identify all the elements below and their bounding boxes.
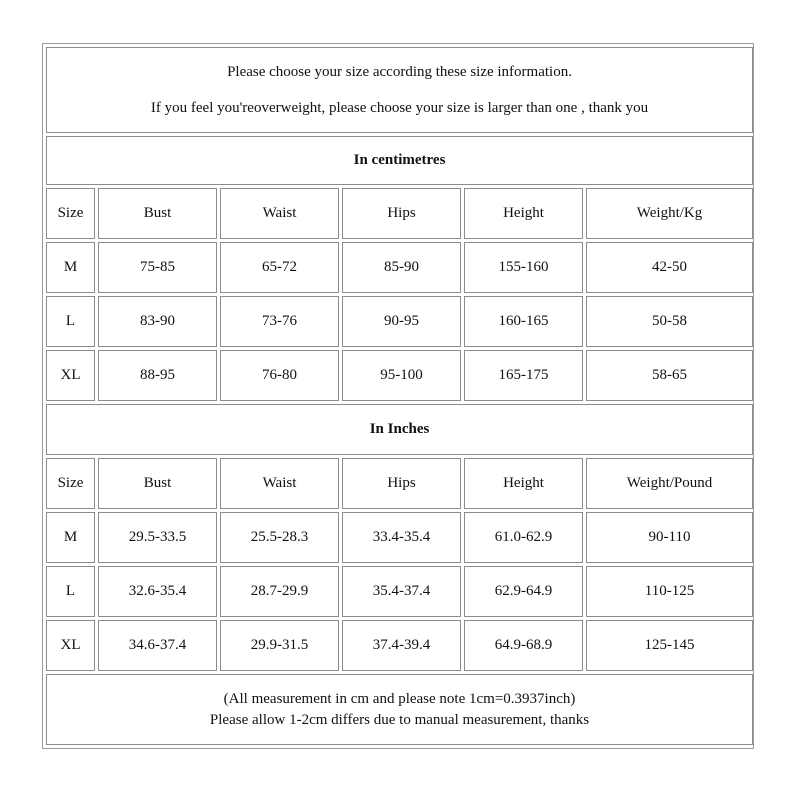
cm-cell: 88-95 bbox=[98, 350, 217, 401]
intro-cell bbox=[46, 47, 753, 133]
size-chart-frame bbox=[42, 43, 754, 749]
cm-header-bust: Bust bbox=[98, 188, 217, 239]
inch-header-bust: Bust bbox=[98, 458, 217, 509]
inch-cell: 29.9-31.5 bbox=[220, 620, 339, 671]
inch-cell: L bbox=[46, 566, 95, 617]
cm-header-size: Size bbox=[46, 188, 95, 239]
inch-cell: 29.5-33.5 bbox=[98, 512, 217, 563]
size-chart-table bbox=[43, 44, 756, 748]
inch-cell: 61.0-62.9 bbox=[464, 512, 583, 563]
cm-cell: 50-58 bbox=[586, 296, 753, 347]
cm-cell: 42-50 bbox=[586, 242, 753, 293]
inch-cell: 125-145 bbox=[586, 620, 753, 671]
inch-header-size: Size bbox=[46, 458, 95, 509]
cm-cell: XL bbox=[46, 350, 95, 401]
cm-header-weight: Weight/Kg bbox=[586, 188, 753, 239]
table-row bbox=[46, 296, 753, 347]
inch-cell: 90-110 bbox=[586, 512, 753, 563]
inch-cell: 64.9-68.9 bbox=[464, 620, 583, 671]
cm-header-waist: Waist bbox=[220, 188, 339, 239]
inch-header-row bbox=[46, 458, 753, 509]
table-row bbox=[46, 566, 753, 617]
intro-line-1: Please choose your size according these size information. bbox=[227, 64, 572, 80]
inch-section-title: In Inches bbox=[46, 404, 753, 455]
cm-cell: 83-90 bbox=[98, 296, 217, 347]
inch-header-waist: Waist bbox=[220, 458, 339, 509]
cm-header-hips: Hips bbox=[342, 188, 461, 239]
inch-cell: XL bbox=[46, 620, 95, 671]
cm-cell: 73-76 bbox=[220, 296, 339, 347]
inch-cell: 34.6-37.4 bbox=[98, 620, 217, 671]
inch-cell: 28.7-29.9 bbox=[220, 566, 339, 617]
cm-section-title: In centimetres bbox=[46, 136, 753, 185]
cm-cell: M bbox=[46, 242, 95, 293]
cm-cell: L bbox=[46, 296, 95, 347]
inch-header-weight: Weight/Pound bbox=[586, 458, 753, 509]
intro-line-2: If you feel you'reoverweight, please choose your size is larger than one , thank you bbox=[150, 100, 649, 116]
inch-cell: 110-125 bbox=[586, 566, 753, 617]
cm-cell: 75-85 bbox=[98, 242, 217, 293]
inch-cell: 25.5-28.3 bbox=[220, 512, 339, 563]
cm-cell: 95-100 bbox=[342, 350, 461, 401]
cm-cell: 160-165 bbox=[464, 296, 583, 347]
note-line-1: (All measurement in cm and please note 1cm=0.3937inch) bbox=[223, 690, 576, 707]
cm-cell: 58-65 bbox=[586, 350, 753, 401]
table-row bbox=[46, 242, 753, 293]
table-row bbox=[46, 620, 753, 671]
cm-cell: 76-80 bbox=[220, 350, 339, 401]
inch-cell: 32.6-35.4 bbox=[98, 566, 217, 617]
inch-cell: 35.4-37.4 bbox=[342, 566, 461, 617]
table-row bbox=[46, 512, 753, 563]
inch-header-hips: Hips bbox=[342, 458, 461, 509]
table-row bbox=[46, 350, 753, 401]
cm-header-height: Height bbox=[464, 188, 583, 239]
inch-header-height: Height bbox=[464, 458, 583, 509]
inch-cell: 33.4-35.4 bbox=[342, 512, 461, 563]
cm-cell: 165-175 bbox=[464, 350, 583, 401]
cm-cell: 65-72 bbox=[220, 242, 339, 293]
cm-header-row bbox=[46, 188, 753, 239]
inch-cell: M bbox=[46, 512, 95, 563]
inch-cell: 62.9-64.9 bbox=[464, 566, 583, 617]
cm-cell: 90-95 bbox=[342, 296, 461, 347]
note-cell bbox=[46, 674, 753, 745]
inch-cell: 37.4-39.4 bbox=[342, 620, 461, 671]
cm-cell: 85-90 bbox=[342, 242, 461, 293]
note-line-2: Please allow 1-2cm differs due to manual measurement, thanks bbox=[209, 711, 590, 728]
cm-cell: 155-160 bbox=[464, 242, 583, 293]
